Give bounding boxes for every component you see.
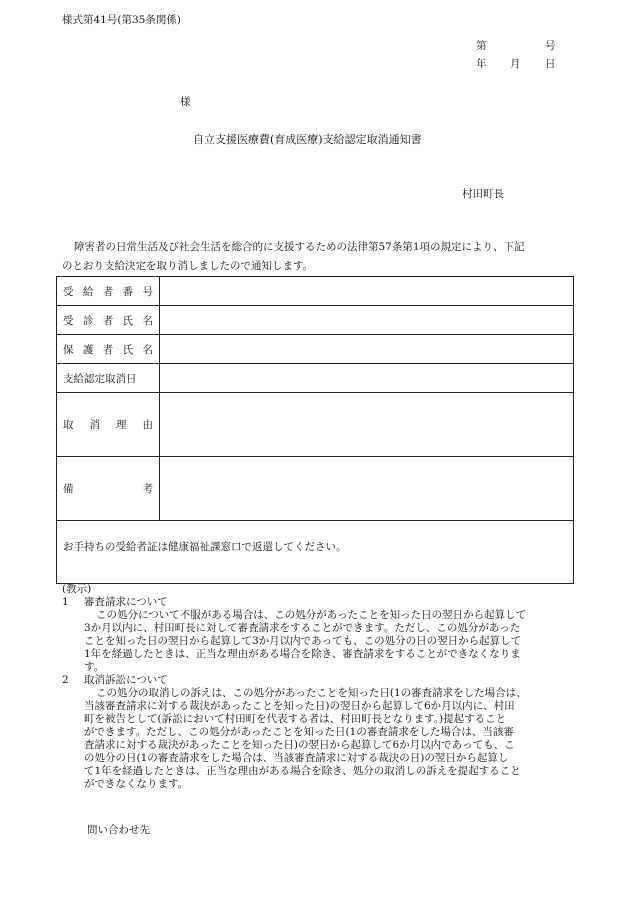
document-number-suffix: 号 xyxy=(545,40,556,52)
date-day-label: 日 xyxy=(545,58,556,70)
value-cancel-reason[interactable] xyxy=(160,393,574,457)
section-number: 2 xyxy=(62,674,69,686)
issuer-name: 村田町長 xyxy=(462,188,504,200)
label-remarks: 備 考 xyxy=(57,457,160,521)
label-recipient-number: 受 給 者 番 号 xyxy=(57,277,160,306)
label-cancel-reason: 取 消 理 由 xyxy=(57,393,160,457)
document-number-label: 第 xyxy=(476,40,487,52)
date-month-label: 月 xyxy=(510,58,521,70)
teaching-section-1-body: この処分について不服がある場合は、この処分があったことを知った日の翌日から起算して 3か月以内に、村田町長に対して審査請求をすることができます。ただし、この処分があった ことを知った日の翌日から起算して3か月以内であっても、この処分の日の翌日から起算して 1年を経過したときは、正当な理由がある場合を除き、審査請求をすることができなくなりま す。 xyxy=(84,609,527,673)
form-number: 様式第41号(第35条関係) xyxy=(62,14,181,26)
teaching-heading: (教示) xyxy=(62,583,92,595)
return-certificate-note: お手持ちの受給者証は健康福祉課窓口で返還してください。 xyxy=(57,521,574,584)
label-patient-name: 受 診 者 氏 名 xyxy=(57,306,160,335)
intro-line-1: 障害者の日常生活及び社会生活を総合的に支援するための法律第57条第1項の規定により、下記 xyxy=(74,241,525,253)
value-patient-name[interactable] xyxy=(160,306,574,335)
section-number: 1 xyxy=(62,596,69,608)
section-title: 取消訴訟について xyxy=(84,674,168,686)
intro-paragraph xyxy=(62,238,572,276)
value-remarks[interactable] xyxy=(160,457,574,521)
value-guardian-name[interactable] xyxy=(160,335,574,364)
addressee-suffix: 様 xyxy=(180,96,191,108)
teaching-section-1-heading xyxy=(62,596,574,609)
value-cancel-date[interactable] xyxy=(160,364,574,393)
intro-line-2: のとおり支給決定を取り消しましたので通知します。 xyxy=(62,260,314,272)
teaching-section-2-heading xyxy=(62,674,574,687)
label-cancel-date: 支給認定取消日 xyxy=(57,364,160,393)
table-row-remarks xyxy=(57,457,574,521)
teaching-section xyxy=(62,583,574,791)
table-row-guardian-name xyxy=(57,335,574,364)
table-row-note xyxy=(57,521,574,584)
date-year-label: 年 xyxy=(476,58,487,70)
document-title: 自立支援医療費(育成医療)支給認定取消通知書 xyxy=(193,133,422,146)
label-guardian-name: 保 護 者 氏 名 xyxy=(57,335,160,364)
table-row-patient-name xyxy=(57,306,574,335)
table-row-cancel-reason xyxy=(57,393,574,457)
section-title: 審査請求について xyxy=(84,596,168,608)
table-row-recipient-number xyxy=(57,277,574,306)
value-recipient-number[interactable] xyxy=(160,277,574,306)
contact-label: 問い合わせ先 xyxy=(87,824,150,836)
info-table xyxy=(56,276,574,584)
table-row-cancel-date xyxy=(57,364,574,393)
teaching-section-2-body: この処分の取消しの訴えは、この処分があったことを知った日(1の審査請求をした場合は、 当該審査請求に対する裁決があったことを知った日)の翌日から起算して6か月以内に、村田 町を被告として(訴訟において村田町を代表する者は、村田町長となります。)提起すること ができます。ただし、この処分があったことを知った日(1の審査請求をした場合は、当該審 査請求に対する裁決があったことを知った日)の翌日から起算して6か月以内であっても、こ の処分の日(1の審査請求をした場合は、当該審査請求に対する裁決の日)の翌日から起算し て1年を経過したときは、正当な理由がある場合を除き、処分の取消しの訴えを提起すること ができなくなります。 xyxy=(84,687,527,790)
